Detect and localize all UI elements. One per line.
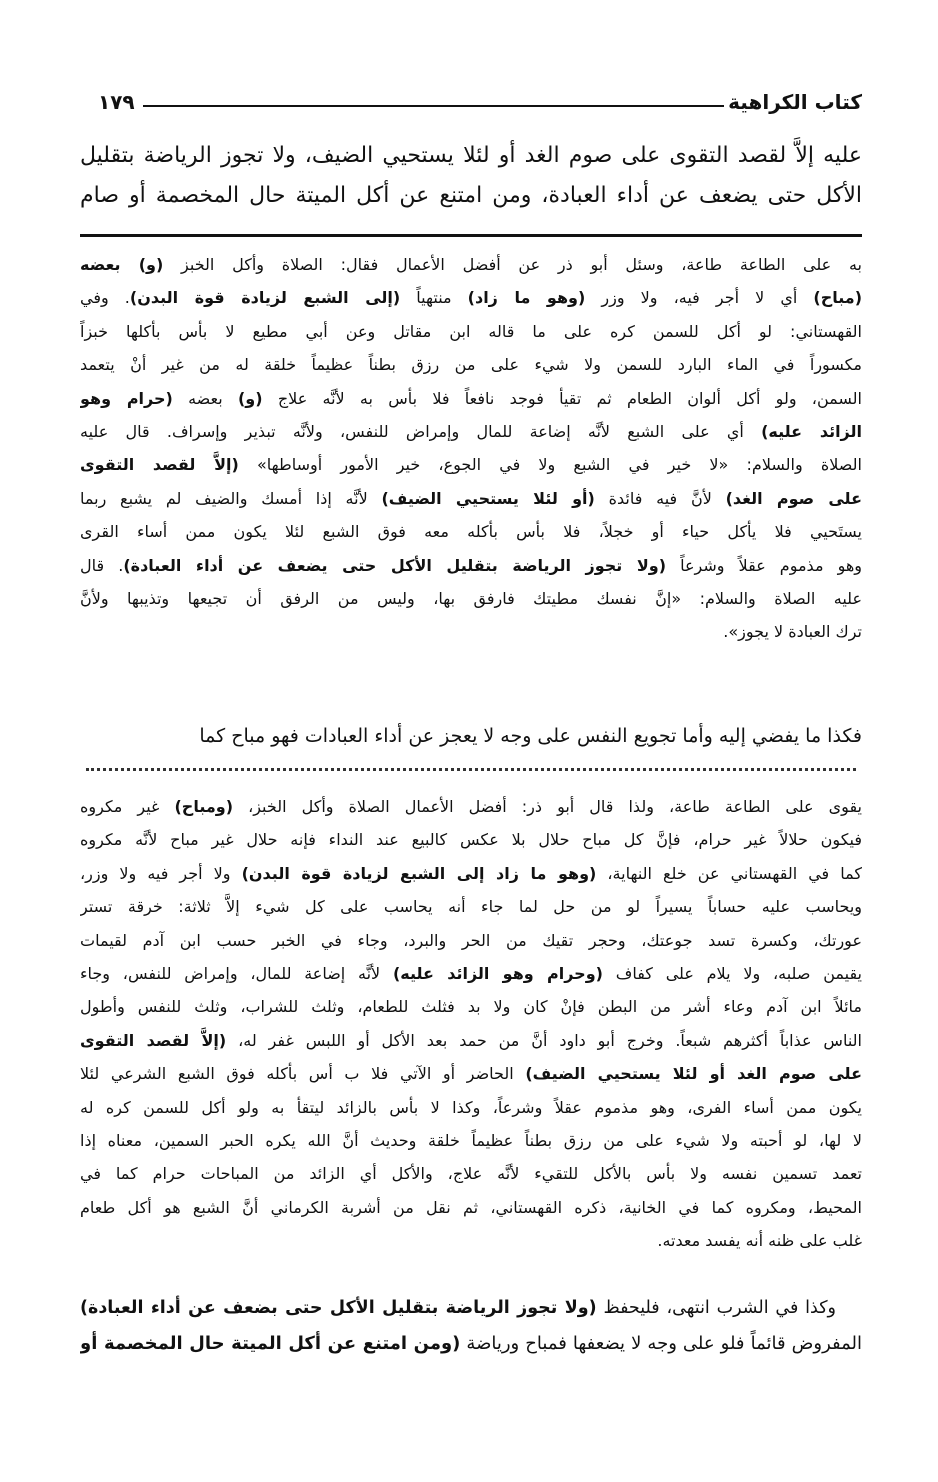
- text-segment: لأنَّه إذا أمسك والضيف لم يشبع ربما: [80, 488, 382, 508]
- text-line: [80, 176, 862, 216]
- text-segment: فيكون حلالاً غير حرام، فإنَّ كل مباح حلال بلا عكس كالبيع عند النداء فإنه حلال غير مباح لأنَّه مكروه: [80, 830, 862, 850]
- text-segment: عليه إلاَّ لقصد التقوى على صوم الغد أو لئلا يستحيي الضيف، ولا تجوز الرياضة بتقليل: [80, 143, 862, 168]
- text-segment: مائلاً ابن آدم وعاء أشر من البطن فإنْ كان ولا بد فثلث للطعام، وثلث للشراب، وثلث للنفس وأطول: [80, 997, 862, 1017]
- text-line: [80, 136, 862, 176]
- text-segment: وكذا في الشرب انتهى، فليحفظ: [596, 1298, 836, 1318]
- bold-matn-quote: (وهو ما زاد): [467, 288, 586, 308]
- text-segment: كما في القهستاني عن خلع النهاية،: [596, 863, 862, 883]
- bold-matn-quote: (و) بعضه: [80, 255, 164, 274]
- text-segment: الناس عذاباً أكثرهم شبعاً. وخرج أبو داود أنَّ من حمد بعد الأكل أو اللبس غفر له،: [226, 1030, 862, 1050]
- text-segment: لا لها، لو أحبته ولا شيء على من رزق بطناً عظيماً خلقة وحديث أنَّ الله يكره الحبر السمين، معناه إذا: [80, 1130, 862, 1150]
- text-segment: يقيمن صلبه، ولا يلام على كفاف: [602, 963, 862, 983]
- text-line: [80, 248, 862, 281]
- text-segment: عليه الصلاة والسلام: «إنَّ نفسك مطيتك فارفق بها، وليس من الرفق أن تجيعها وتذيبها ولأنَّ: [80, 588, 862, 608]
- text-line: [80, 315, 862, 348]
- text-line: [80, 1224, 862, 1257]
- text-line: [80, 1157, 862, 1190]
- text-segment: يقوى على الطاعة طاعة، ولذا قال أبو ذر: أفضل الأعمال الصلاة وأكل الخبز،: [233, 797, 862, 816]
- text-segment: لأنَّه إضاعة للمال، وإمراض للنفس، وجاء: [80, 963, 393, 983]
- text-segment: يستَحيي فلا يأكل حياء أو خجلاً، فلا بأس بأكله معه فوق الشبع لئلا يكون ممن أساء القرى: [80, 522, 862, 542]
- text-segment: لأنَّ فيه فائدة: [594, 488, 726, 508]
- text-segment: وهو مذموم عقلاً وشرعاً: [666, 555, 862, 575]
- text-segment: ولا أجر فيه ولا وزر،: [80, 863, 242, 883]
- text-segment: مكسوراً في الماء البارد للسمن ولا شيء على من رزق بطناً عظيماً خلقة له من غير أنْ يتعمد: [80, 355, 862, 375]
- running-header: [80, 84, 862, 114]
- text-line: [80, 382, 862, 415]
- text-line: [80, 615, 862, 648]
- text-segment: بعضه: [172, 388, 238, 408]
- bold-matn-quote: (إلاَّ لقصد التقوى: [80, 1030, 227, 1050]
- dotted-separator: [86, 768, 856, 777]
- text-line: [80, 1057, 862, 1090]
- text-segment: القهستاني: لو أكل للسمن كره على ما قاله ابن مقاتل وعن أبي مطيع لا بأس بأكلها خبزاً: [80, 321, 862, 341]
- text-segment: . قال: [80, 555, 124, 575]
- text-line: [80, 1326, 862, 1362]
- text-line: [80, 582, 862, 615]
- bold-matn-quote: (و): [237, 388, 263, 408]
- text-line: [80, 515, 862, 548]
- text-segment: المحيط، ومكروه كما في الخانية، ذكره القهستاني، ثم نقل من أشربة الكرماني أنَّ الشبع هو أكل طعام: [80, 1197, 862, 1217]
- text-segment: الحاضر أو الآتي فلا ب أس بأكله فوق الشبع الشرعي لئلا: [80, 1064, 526, 1084]
- text-segment: ترك العبادة لا يجوز».: [723, 622, 862, 642]
- text-segment: الأكل حتى يضعف عن أداء العبادة، ومن امتنع عن أكل الميتة حال المخصمة أو صام: [80, 183, 862, 208]
- bold-matn-quote: (مباح): [813, 288, 862, 308]
- text-line: [80, 957, 862, 990]
- text-segment: تعمد تسمين نفسه ولا بأس بالأكل للتقيء لأنَّه علاج، والأكل أي الزائد من المباحات حرام كما في: [80, 1164, 862, 1184]
- text-segment: ويحاسب عليه حساباً يسيراً لو من حل لما جاء أنه يحاسب على كل شيء إلاَّ ثلاثة: خرقة تستر: [80, 897, 862, 917]
- page-number: ١٧٩: [98, 90, 135, 114]
- bold-matn-quote: على صوم الغد): [725, 488, 862, 508]
- header-rule: [143, 105, 725, 107]
- text-segment: الصلاة والسلام: «لا خير في الشبع ولا في الجوع، خير الأمور أوساطها»: [238, 455, 862, 475]
- text-line: [80, 281, 862, 314]
- text-segment: يكون ممن أساء الفرى، وهو مذموم عقلاً وشرعاً، وكذا لا بأس بالزائد ليتقأ به ولو أكل للسمن كره له: [80, 1097, 862, 1117]
- text-segment: أي لا أجر فيه، ولا وزر: [585, 288, 814, 308]
- commentary-block-1: [80, 248, 862, 649]
- text-line: [80, 348, 862, 381]
- text-segment: أي على الشبع لأنَّه إضاعة للمال وإمراض للنفس، ولأنَّه تبذير وإسراف. قال عليه: [80, 421, 762, 441]
- text-line: [80, 790, 862, 823]
- bold-matn-quote: على صوم الغد أو لئلا يستحيي الضيف): [525, 1064, 862, 1084]
- main-text-2: [80, 716, 862, 756]
- text-line: [80, 549, 862, 582]
- text-segment: به على الطاعة طاعة، وسئل أبو ذر عن أفضل الأعمال فقال: الصلاة وأكل الخبز: [163, 255, 862, 274]
- text-line: [80, 448, 862, 481]
- bold-matn-quote: (وهو ما زاد إلى الشبع لزيادة قوة البدن): [241, 863, 597, 883]
- text-segment: عورتك، وكسرة تسد جوعتك، وحجر تقيك من الحر والبرد، وجاء في الخبر حسب ابن آدم لقيمات: [80, 930, 862, 950]
- text-segment: فكذا ما يفضي إليه وأما تجويع النفس على وجه لا يعجز عن أداء العبادات فهو مباح كما: [199, 725, 862, 747]
- chapter-title: كتاب الكراهية: [728, 90, 862, 114]
- bold-matn-quote: (حرام وهو: [80, 388, 173, 408]
- text-line: [80, 1124, 862, 1157]
- text-line: [80, 1091, 862, 1124]
- bold-matn-quote: (ومباح): [174, 797, 234, 816]
- main-text-3: [80, 1290, 862, 1362]
- text-line: [80, 1191, 862, 1224]
- bold-matn-quote: (إلاَّ لقصد التقوى: [80, 455, 239, 475]
- text-line: [80, 890, 862, 923]
- text-segment: السمن، ولو أكل ألوان الطعام ثم تقيأ فوجد نافعاً فلا بأس به لأنَّه علاج: [262, 388, 862, 408]
- bold-matn-quote: (ولا تجوز الرياضة بتقليل الأكل حتى بضعف عن أداء العبادة): [80, 1298, 597, 1318]
- main-text: [80, 136, 862, 216]
- text-segment: غير مكروه: [80, 797, 175, 816]
- text-line: [80, 716, 862, 756]
- text-line: [80, 482, 862, 515]
- bold-matn-quote: (أو لئلا يستحيي الضيف): [381, 488, 595, 508]
- text-line: [80, 415, 862, 448]
- bold-matn-quote: (وحرام وهو الزائد عليه): [392, 963, 603, 983]
- commentary-block-2: [80, 790, 862, 1257]
- text-segment: غلب على ظنه أنه يفسد معدته.: [657, 1231, 862, 1251]
- bold-matn-quote: (ولا تجوز الرياضة بتقليل الأكل حتى يضعف عن أداء العبادة): [123, 555, 667, 575]
- separator-rule: [80, 234, 862, 237]
- text-line: [80, 857, 862, 890]
- text-segment: منتهياً: [400, 288, 468, 308]
- text-line: [80, 924, 862, 957]
- text-line: [80, 1290, 862, 1326]
- bold-matn-quote: الزائد عليه): [761, 421, 862, 441]
- text-line: [80, 990, 862, 1023]
- bold-matn-quote: (ومن امتنع عن أكل الميتة حال المخصمة أو: [80, 1333, 461, 1354]
- text-segment: . وفي: [80, 288, 130, 308]
- bold-matn-quote: (إلى الشبع لزيادة قوة البدن): [129, 288, 401, 308]
- text-line: [80, 1024, 862, 1057]
- text-segment: المفروض قائماً فلو على وجه لا يضعفها فمباح ورياضة: [460, 1333, 862, 1354]
- text-line: [80, 823, 862, 856]
